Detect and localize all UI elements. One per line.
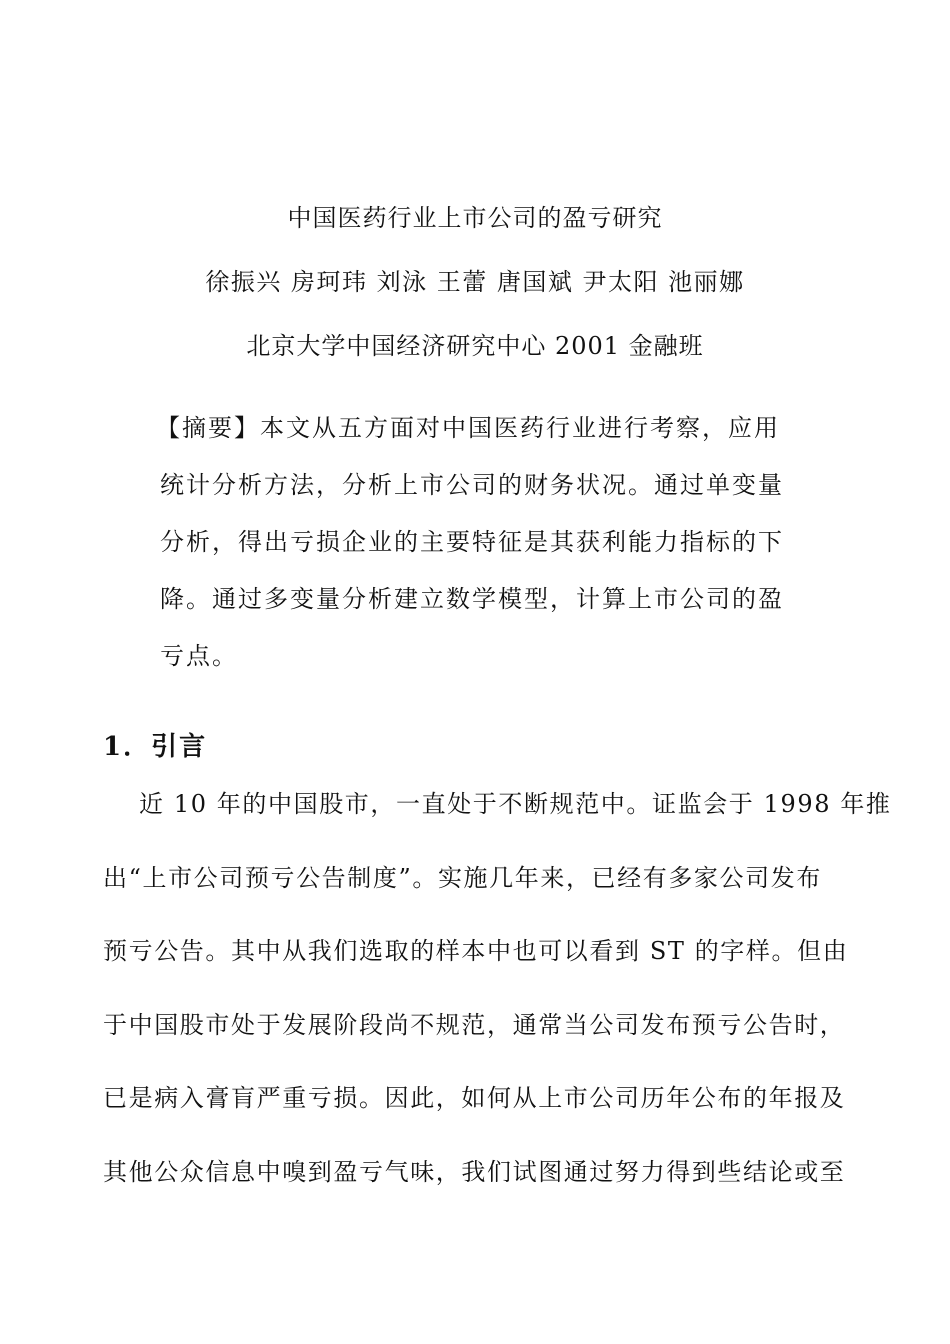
body-line: 于中国股市处于发展阶段尚不规范，通常当公司发布预亏公告时， <box>103 1010 846 1039</box>
body-line: 其他公众信息中嗅到盈亏气味，我们试图通过努力得到些结论或至 <box>103 1157 846 1186</box>
body-line: 出“上市公司预亏公告制度”。实施几年来，已经有多家公司发布 <box>103 863 822 892</box>
section-heading-introduction: 1．引言 <box>103 732 208 762</box>
body-line: 近 10 年的中国股市，一直处于不断规范中。证监会于 1998 年推 <box>139 790 892 818</box>
abstract-line: 分析，得出亏损企业的主要特征是其获利能力指标的下 <box>160 528 784 556</box>
body-line: 预亏公告。其中从我们选取的样本中也可以看到 ST 的字样。但由 <box>103 937 849 965</box>
author-list: 徐振兴 房珂玮 刘泳 王蕾 唐国斌 尹太阳 池丽娜 <box>205 268 745 296</box>
paper-title: 中国医药行业上市公司的盈亏研究 <box>287 204 663 232</box>
abstract-line: 【摘要】本文从五方面对中国医药行业进行考察，应用 <box>156 414 780 442</box>
introduction-body <box>103 786 892 1227</box>
abstract <box>156 410 784 695</box>
abstract-line: 降。通过多变量分析建立数学模型，计算上市公司的盈 <box>160 585 784 613</box>
body-line: 已是病入膏肓严重亏损。因此，如何从上市公司历年公布的年报及 <box>103 1084 846 1112</box>
affiliation: 北京大学中国经济研究中心 2001 金融班 <box>246 332 704 360</box>
abstract-line: 统计分析方法，分析上市公司的财务状况。通过单变量 <box>160 471 784 499</box>
abstract-line: 亏点。 <box>160 642 238 670</box>
